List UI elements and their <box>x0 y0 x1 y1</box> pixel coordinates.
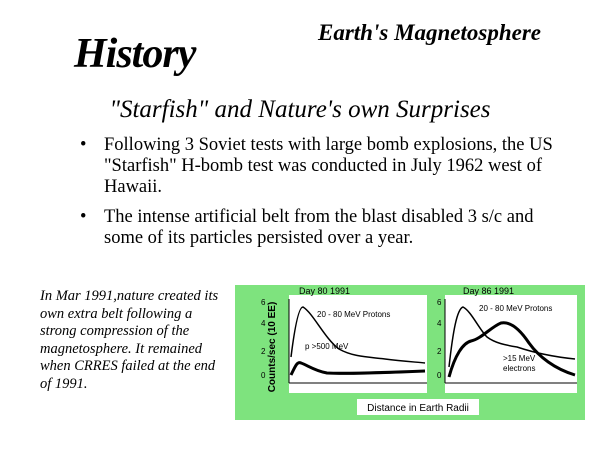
right-curve-label-electrons: electrons <box>503 364 536 373</box>
right-ytick: 6 <box>437 298 442 307</box>
bullet-marker: • <box>80 207 87 227</box>
figure-caption: In Mar 1991,nature created its own extra belt following a strong compression of the magnetosphere. It remained when CRRES failed at the end of 1991. <box>40 288 219 392</box>
left-ytick: 0 <box>261 371 266 380</box>
right-day-label: Day 86 1991 <box>463 286 515 296</box>
bullet-item <box>78 207 568 249</box>
right-curve-label-protons: 20 - 80 MeV Protons <box>479 304 553 313</box>
right-ytick: 4 <box>437 319 442 328</box>
right-ytick: 2 <box>437 347 442 356</box>
figure-ylabel: Counts/sec (10 EE) <box>267 301 278 393</box>
bullet-list <box>78 135 568 258</box>
bullet-text: Following 3 Soviet tests with large bomb explosions, the US "Starfish" H-bomb test was conducted in July 1962 west of Hawaii. <box>104 135 553 197</box>
figure-xlabel: Distance in Earth Radii <box>367 403 469 414</box>
left-curve-label-protons: 20 - 80 MeV Protons <box>317 310 391 319</box>
bullet-text: The intense artificial belt from the blast disabled 3 s/c and some of its particles persisted over a year. <box>104 207 534 248</box>
left-ytick: 4 <box>261 319 266 328</box>
radiation-belt-figure <box>235 285 585 420</box>
right-panel <box>437 286 577 393</box>
right-curve-label-electron-energy: >15 MeV <box>503 354 536 363</box>
bullet-marker: • <box>80 135 87 155</box>
left-day-label: Day 80 1991 <box>299 286 351 296</box>
left-ytick: 2 <box>261 347 266 356</box>
right-ytick: 0 <box>437 371 442 380</box>
slide-title: History <box>74 31 196 77</box>
bullet-item <box>78 135 568 198</box>
left-ytick: 6 <box>261 298 266 307</box>
left-curve-label-high-energy: p >500 MeV <box>305 342 349 351</box>
slide-header: Earth's Magnetosphere <box>318 20 542 45</box>
slide-subtitle: "Starfish" and Nature's own Surprises <box>109 96 491 123</box>
